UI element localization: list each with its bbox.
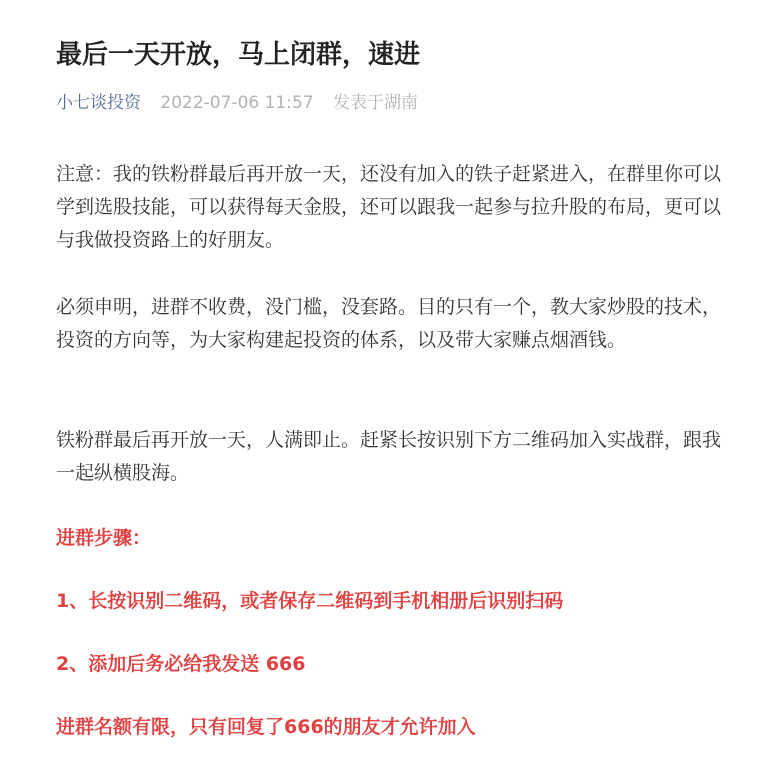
paragraph-1: 注意：我的铁粉群最后再开放一天，还没有加入的铁子赶紧进入，在群里你可以学到选股技能，可以获得每天金股，还可以跟我一起参与拉升股的布局，更可以与我做投资路上的好朋友。 <box>56 163 722 251</box>
paragraph-2: 必须申明，进群不收费，没门槛，没套路。目的只有一个，教大家炒股的技术，投资的方向等，为大家构建起投资的体系，以及带大家赚点烟酒钱。 <box>56 296 722 351</box>
step-1: 1、长按识别二维码，或者保存二维码到手机相册后识别扫码 <box>56 590 564 612</box>
article-title: 最后一天开放，马上闭群，速进 <box>56 40 421 70</box>
paragraph-3: 铁粉群最后再开放一天，人满即止。赶紧长按识别下方二维码加入实战群，跟我一起纵横股海。 <box>56 429 722 484</box>
quota-note: 进群名额有限，只有回复了666的朋友才允许加入 <box>56 716 476 738</box>
publish-location: 发表于湖南 <box>333 93 419 113</box>
step-2: 2、添加后务必给我发送 666 <box>56 653 306 675</box>
author-link[interactable]: 小七谈投资 <box>56 93 141 113</box>
publish-date: 2022-07-06 11:57 <box>160 93 314 113</box>
article-meta <box>56 90 418 116</box>
steps-heading: 进群步骤： <box>56 527 152 549</box>
